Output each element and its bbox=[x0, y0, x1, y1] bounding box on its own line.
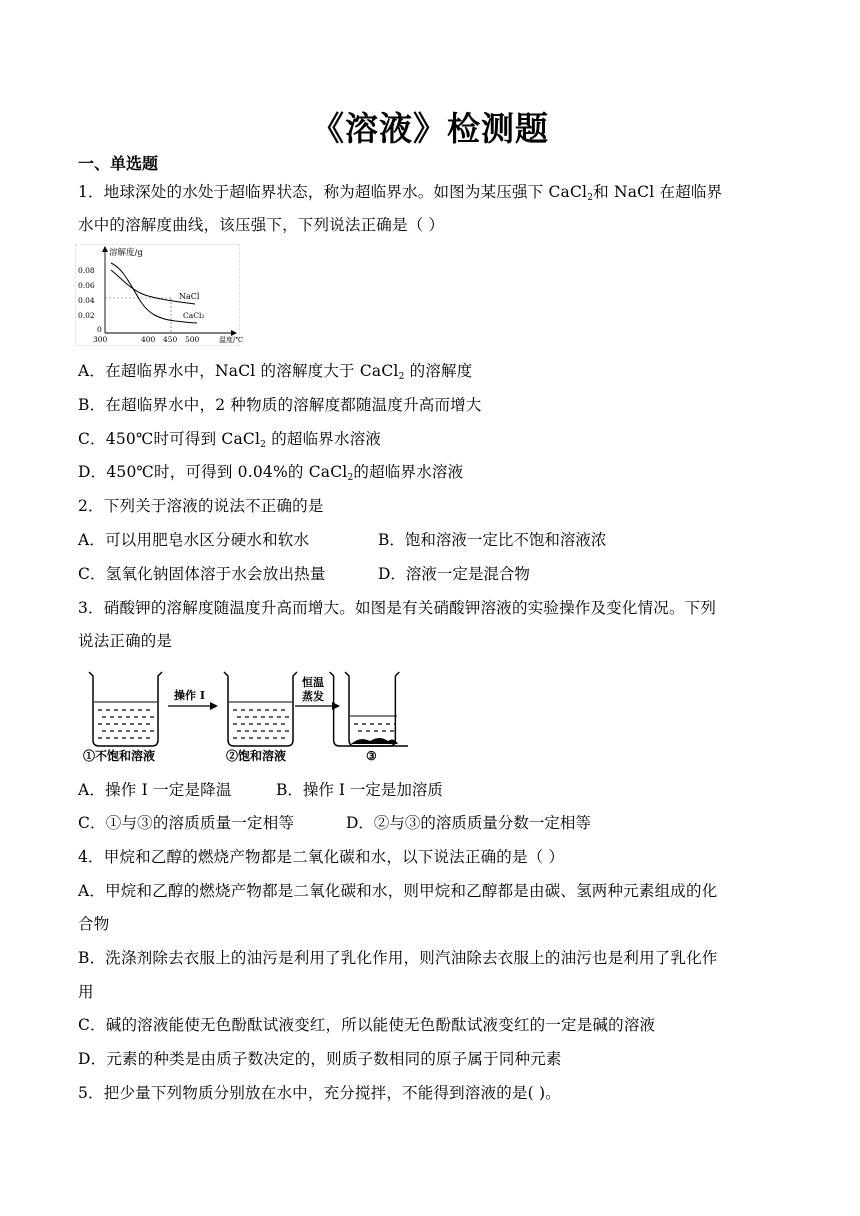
q1-option-a: A．在超临界水中，NaCl 的溶解度大于 CaCl$_2$ 的溶解度 bbox=[78, 362, 473, 382]
q3-option-b: B．操作 I 一定是加溶质 bbox=[276, 781, 443, 799]
y-tick-002: 0.02 bbox=[78, 311, 95, 320]
label-three: ③ bbox=[366, 749, 377, 763]
q1-option-c: C．450℃时可得到 CaCl$_2$ 的超临界水溶液 bbox=[78, 430, 382, 450]
x-tick-500: 500 bbox=[185, 335, 200, 344]
q3-stem-line2: 说法正确的是 bbox=[78, 632, 173, 650]
q3-option-d: D．②与③的溶质质量分数一定相等 bbox=[346, 814, 591, 832]
q4-option-c: C．碱的溶液能使无色酚酞试液变红，所以能使无色酚酞试液变红的一定是碱的溶液 bbox=[78, 1016, 656, 1034]
q2-option-d: D．溶液一定是混合物 bbox=[378, 565, 530, 583]
q3-option-a: A．操作 I 一定是降温 bbox=[78, 781, 232, 799]
section-heading: 一、单选题 bbox=[78, 154, 159, 173]
q4-option-b-line1: B．洗涤剂除去衣服上的油污是利用了乳化作用，则汽油除去衣服上的油污也是利用了乳化作 bbox=[78, 949, 718, 967]
q2-option-c: C．氢氧化钠固体溶于水会放出热量 bbox=[78, 565, 326, 583]
op2-label-b: 蒸发 bbox=[302, 690, 324, 703]
q3-option-c: C．①与③的溶质质量一定相等 bbox=[78, 814, 295, 832]
y-tick-008: 0.08 bbox=[78, 266, 95, 275]
crystals bbox=[351, 738, 398, 744]
y-axis-label: 溶解度/g bbox=[109, 248, 143, 258]
q1-option-d: D．450℃时，可得到 0.04%的 CaCl$_2$的超临界水溶液 bbox=[78, 463, 464, 483]
label-unsaturated: ①不饱和溶液 bbox=[83, 749, 156, 763]
label-saturated: ②饱和溶液 bbox=[226, 749, 287, 763]
q4-option-d: D．元素的种类是由质子数决定的，则质子数相同的原子属于同种元素 bbox=[78, 1050, 562, 1068]
y-tick-0: 0 bbox=[97, 325, 102, 334]
x-axis-label: 温度/℃ bbox=[219, 336, 244, 344]
cacl2-label: CaCl₂ bbox=[183, 311, 205, 320]
q4-stem: 4．甲烷和乙醇的燃烧产物都是二氧化碳和水，以下说法正确的是（ ） bbox=[78, 848, 565, 866]
q4-option-b-line2: 用 bbox=[78, 983, 94, 1001]
q4-option-a-line1: A．甲烷和乙醇的燃烧产物都是二氧化碳和水，则甲烷和乙醇都是由碳、氢两种元素组成的化 bbox=[78, 882, 718, 900]
beaker-figure bbox=[80, 664, 400, 764]
page-title: 《溶液》检测题 bbox=[311, 109, 549, 148]
op1-label: 操作 I bbox=[174, 689, 205, 702]
q1-stem-line2: 水中的溶解度曲线，该压强下，下列说法正确是（ ） bbox=[78, 216, 445, 234]
q3-stem-line1: 3．硝酸钾的溶解度随温度升高而增大。如图是有关硝酸钾溶液的实验操作及变化情况。下列 bbox=[78, 599, 717, 617]
q2-option-b: B．饱和溶液一定比不饱和溶液浓 bbox=[378, 531, 607, 549]
nacl-label: NaCl bbox=[179, 292, 200, 301]
q2-stem: 2．下列关于溶液的说法不正确的是 bbox=[78, 497, 324, 515]
beaker-unsaturated bbox=[89, 672, 162, 746]
y-tick-004: 0.04 bbox=[78, 296, 95, 305]
arrow-op1-head bbox=[210, 702, 218, 710]
x-tick-300: 300 bbox=[93, 335, 108, 344]
x-tick-450: 450 bbox=[163, 335, 178, 344]
solubility-chart bbox=[75, 244, 244, 346]
x-tick-400: 400 bbox=[141, 335, 156, 344]
q2-option-a: A．可以用肥皂水区分硬水和软水 bbox=[78, 531, 310, 549]
q1-option-b: B．在超临界水中，2 种物质的溶解度都随温度升高而增大 bbox=[78, 396, 482, 414]
q5-stem: 5．把少量下列物质分别放在水中，充分搅拌，不能得到溶液的是( )。 bbox=[78, 1084, 561, 1102]
q1-stem-line1: 1．地球深处的水处于超临界状态，称为超临界水。如图为某压强下 CaCl$_2$和 NaCl 在超临界 bbox=[78, 183, 723, 203]
y-tick-006: 0.06 bbox=[78, 281, 95, 290]
beaker-saturated bbox=[224, 672, 297, 746]
op2-label-a: 恒温 bbox=[302, 676, 324, 689]
beaker-evaporated bbox=[330, 672, 408, 746]
q4-option-a-line2: 合物 bbox=[78, 915, 110, 933]
